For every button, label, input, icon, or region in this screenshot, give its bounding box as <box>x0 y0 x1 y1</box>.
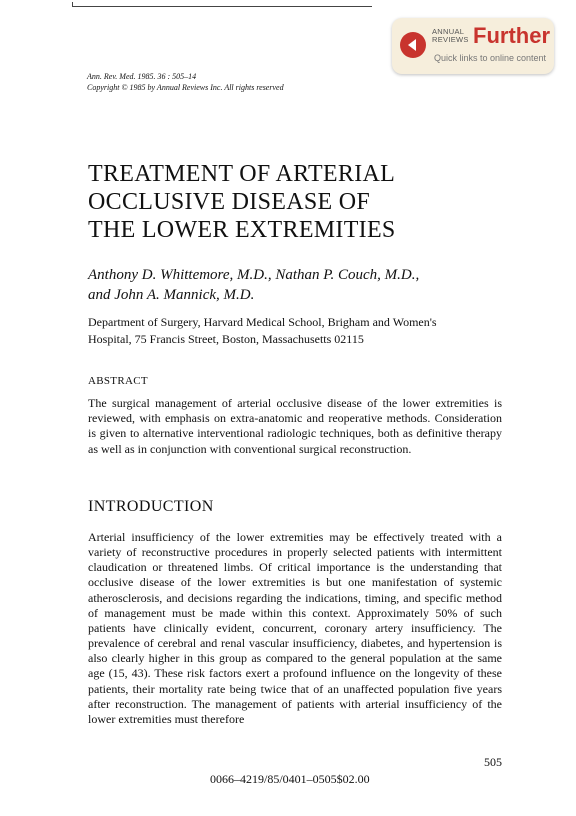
citation <box>87 71 284 93</box>
annual-label: ANNUAL <box>432 27 465 36</box>
authors <box>88 265 419 305</box>
reviews-label: REVIEWS <box>432 35 469 44</box>
further-label: Further <box>473 23 550 48</box>
authors-line: and John A. Mannick, M.D. <box>88 287 255 303</box>
title-line: OCCLUSIVE DISEASE OF <box>88 189 371 215</box>
play-back-icon <box>400 32 426 58</box>
introduction-text: Arterial insufficiency of the lower extremities may be effectively treated with a variety of reconstructive procedures in properly selected patients with intermittent claudication or threatened limbs. Of critical importance is the understanding that occlusive disease of the lower extremities is but one manifestation of systemic atherosclerosis, and decisions regarding the indications, timing, and specific method of management must be made within this context. Approximately 50% of such patients have clinically evident, concurrent, coronary artery insufficiency. The prevalence of cerebral and renal vascular insufficiency, diabetes, and hypertension is also clearly higher in this group as compared to the general population at the same age (15, 43). These risk factors exert a profound influence on the longevity of these patients, their mortality rate being twice that of an unaffected population five years after reconstruction. The management of patients with arterial insufficiency of the lower extremities must therefore <box>88 530 502 726</box>
top-rule <box>72 6 372 7</box>
article-title <box>88 160 396 244</box>
annual-reviews-logo <box>432 28 469 44</box>
title-line: THE LOWER EXTREMITIES <box>88 217 396 243</box>
introduction-heading: INTRODUCTION <box>88 498 214 515</box>
abstract-heading: ABSTRACT <box>88 375 148 387</box>
further-badge[interactable] <box>392 18 554 74</box>
copyright-line: Copyright © 1985 by Annual Reviews Inc. All rights reserved <box>87 83 284 92</box>
affiliation <box>88 314 437 348</box>
title-line: TREATMENT OF ARTERIAL <box>88 161 396 187</box>
citation-line: Ann. Rev. Med. 1985. 36 : 505–14 <box>87 72 197 81</box>
footer-code: 0066–4219/85/0401–0505$02.00 <box>210 772 370 786</box>
authors-line: Anthony D. Whittemore, M.D., Nathan P. Couch, M.D., <box>88 267 420 283</box>
page-number: 505 <box>484 755 502 769</box>
quick-links-label: Quick links to online content <box>434 53 547 63</box>
affiliation-line: Hospital, 75 Francis Street, Boston, Massachusetts 02115 <box>88 332 364 346</box>
affiliation-line: Department of Surgery, Harvard Medical School, Brigham and Women's <box>88 315 437 329</box>
abstract-text: The surgical management of arterial occlusive disease of the lower extremities is reviewed, with emphasis on extra-anatomic and reoperative methods. Consideration is given to alternative interventional radiologic techniques, both as definitive therapy as well as in conjunction with conventional surgical reconstruction. <box>88 396 502 456</box>
